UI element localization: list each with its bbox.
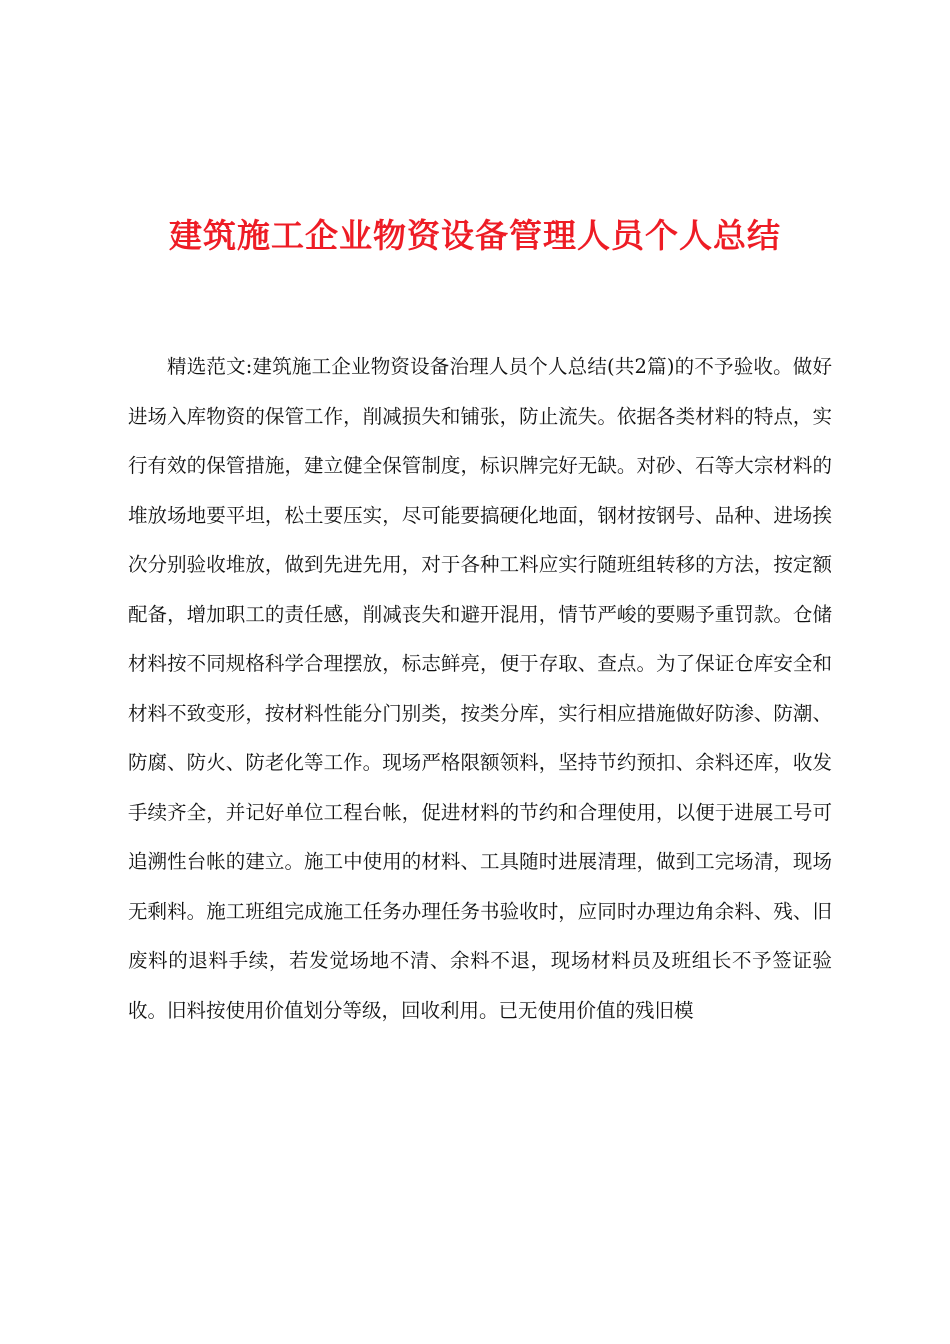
document-title: 建筑施工企业物资设备管理人员个人总结 <box>169 216 781 255</box>
body-paragraph: 精选范文:建筑施工企业物资设备治理人员个人总结(共2篇)的不予验收。做好进场入库物资的保管工作，削减损失和铺张，防止流失。依据各类材料的特点，实行有效的保管措施，建立健全保管制度，标识牌完好无缺。对砂、石等大宗材料的堆放场地要平坦，松土要压实，尽可能要搞硬化地面，钢材按钢号、品种、进场挨次分别验收堆放，做到先进先用，对于各种工料应实行随班组转移的方法，按定额配备，增加职工的责任感，削减丧失和避开混用，情节严峻的要赐予重罚款。仓储材料按不同规格科学合理摆放，标志鲜亮，便于存取、查点。为了保证仓库安全和材料不致变形，按材料性能分门别类，按类分库，实行相应措施做好防渗、防潮、防腐、防火、防老化等工作。现场严格限额领料，坚持节约预扣、余料还库，收发手续齐全，并记好单位工程台帐，促进材料的节约和合理使用，以便于进展工号可追溯性台帐的建立。施工中使用的材料、工具随时进展清理，做到工完场清，现场无剩料。施工班组完成施工任务办理任务书验收时，应同时办理边角余料、残、旧废料的退料手续，若发觉场地不清、余料不退，现场材料员及班组长不予签证验收。旧料按使用价值划分等级，回收利用。已无使用价值的残旧模 <box>128 355 832 1022</box>
